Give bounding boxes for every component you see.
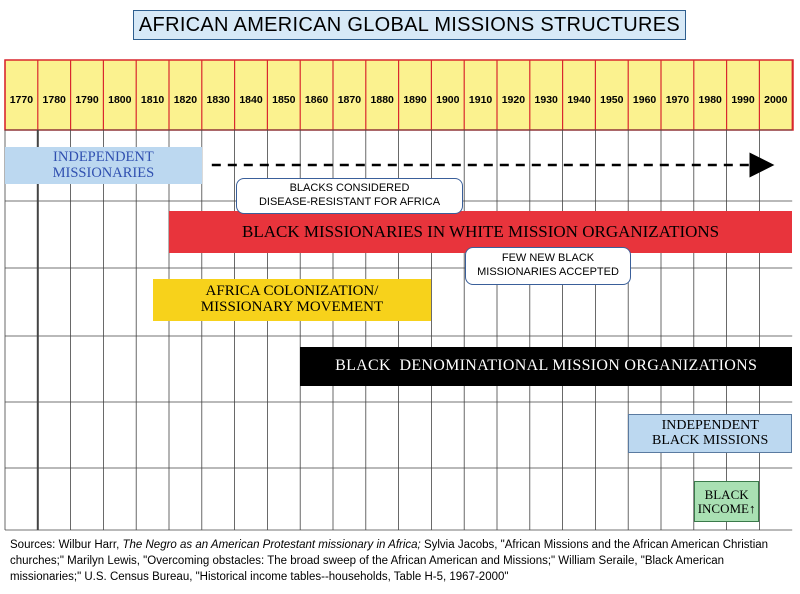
year-label: 1970: [665, 94, 690, 106]
bar-independent-missionaries: [5, 147, 202, 184]
year-label: 1980: [698, 94, 722, 106]
sources-book-title: The Negro as an American Protestant missionary in Africa;: [122, 539, 421, 551]
year-label: 1810: [140, 94, 165, 106]
page-title: AFRICAN AMERICAN GLOBAL MISSIONS STRUCTURES: [133, 10, 686, 40]
year-label: 1770: [9, 94, 34, 106]
bar-independent-black-missions: [628, 414, 792, 453]
bar-black-income: [694, 481, 760, 522]
note-disease-resistant-line2: DISEASE-RESISTANT FOR AFRICA: [258, 196, 441, 208]
up-arrow-icon: ↑: [748, 500, 756, 516]
year-label: 1860: [304, 94, 329, 106]
year-label: 1840: [239, 94, 263, 106]
bar-independent-missionaries-line1: INDEPENDENT: [53, 149, 154, 166]
year-label: 1960: [632, 94, 657, 106]
year-label: 1780: [42, 94, 66, 106]
year-label: 1870: [337, 94, 362, 106]
year-label: 1950: [600, 94, 624, 106]
year-label: 1830: [206, 94, 230, 106]
year-label: 2000: [764, 94, 788, 106]
sources-part1: Sources: Wilbur Harr,: [10, 539, 123, 551]
bar-africa-colonization-line1: AFRICA COLONIZATION/: [205, 283, 379, 300]
year-label: 1990: [731, 94, 755, 106]
year-label: 1940: [567, 94, 591, 106]
bar-black-denominational: [300, 347, 792, 386]
bar-africa-colonization: [153, 279, 432, 321]
note-few-new-missionaries: [465, 247, 631, 285]
bar-africa-colonization-line2: MISSIONARY MOVEMENT: [200, 299, 384, 315]
note-disease-resistant-line1: BLACKS CONSIDERED: [289, 182, 410, 195]
year-label: 1930: [534, 94, 558, 106]
year-label: 1890: [403, 94, 427, 106]
note-few-new-missionaries-line1: FEW NEW BLACK: [501, 252, 595, 265]
year-label: 1910: [468, 94, 493, 106]
sources-part2: Sylvia Jacobs, "African Missions and the African American Christian churches;" Marilyn Lewis, "Overcoming obstacles: The broad sweep of the African American and Missions;" William Seraile, "Black American missionaries;" U.S. Census Bureau, "Historical income tables--households, Table H-5, 1967-2000": [10, 539, 769, 583]
year-label: 1880: [370, 94, 394, 106]
bar-independent-black-missions-line1: INDEPENDENT: [661, 417, 759, 433]
note-disease-resistant: [236, 178, 463, 214]
sources-text: [10, 537, 795, 585]
year-label: 1820: [173, 94, 198, 106]
bar-black-income-line1: BLACK: [704, 486, 749, 502]
bar-independent-black-missions-line2: BLACK MISSIONS: [652, 432, 769, 448]
year-label: 1790: [75, 94, 99, 106]
bar-black-income-line2: INCOME: [697, 500, 749, 516]
year-label: 1920: [501, 94, 526, 106]
bar-black-income-line2-wrap: [698, 502, 756, 516]
year-label: 1850: [272, 94, 296, 106]
note-few-new-missionaries-line2: MISSIONARIES ACCEPTED: [477, 266, 619, 278]
year-label: 1900: [436, 94, 460, 106]
year-label: 1800: [108, 94, 132, 106]
bar-independent-missionaries-line2: MISSIONARIES: [52, 164, 155, 181]
bar-black-missionaries-in-white-orgs-label: BLACK MISSIONARIES IN WHITE MISSION ORGANIZATIONS: [242, 222, 720, 242]
bar-black-denominational-label: BLACK DENOMINATIONAL MISSION ORGANIZATIONS: [335, 357, 758, 375]
